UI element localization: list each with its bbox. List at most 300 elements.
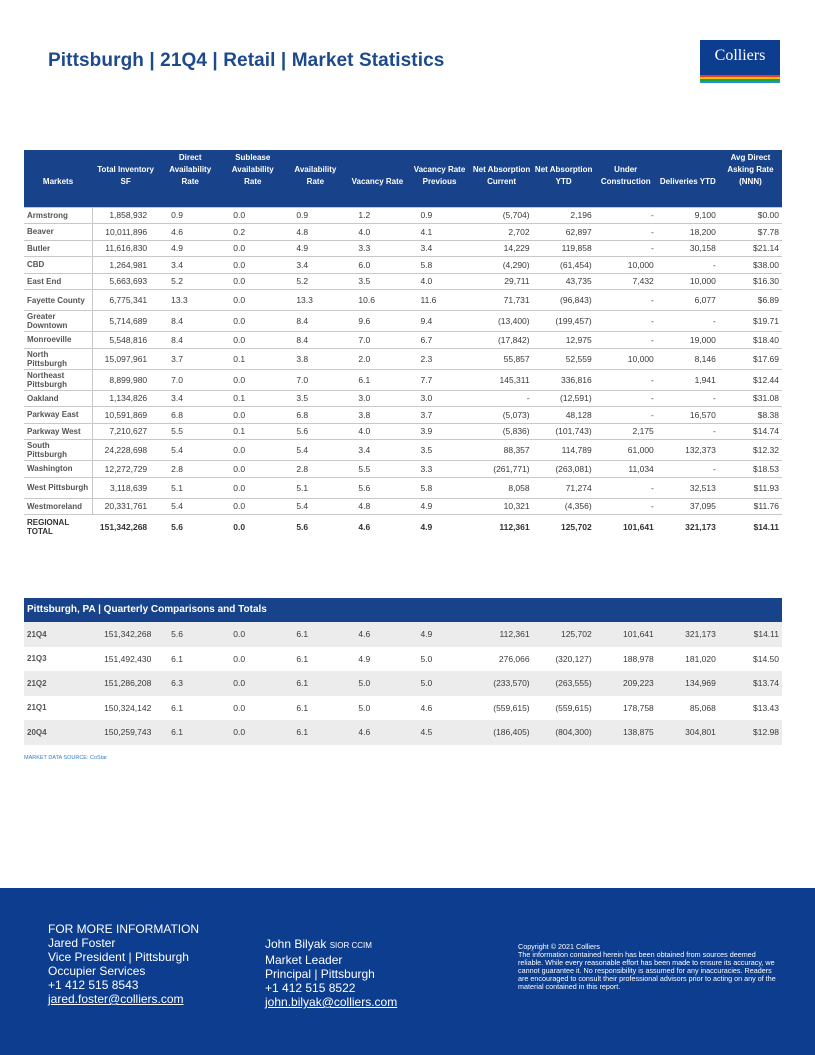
table-cell: (199,457): [533, 311, 595, 332]
row-label: Northeast Pittsburgh: [24, 369, 92, 390]
table-cell: 6,775,341: [92, 290, 159, 311]
table-cell: -: [595, 369, 657, 390]
table-cell: 4.6: [346, 720, 408, 745]
table-cell: -: [657, 257, 719, 274]
contact-phone: +1 412 515 8543: [48, 978, 139, 992]
table-cell: (261,771): [471, 461, 533, 478]
table-cell: $11.76: [719, 498, 782, 515]
table-cell: $12.32: [719, 440, 782, 461]
table-cell: 4.9: [284, 240, 346, 257]
table-cell: 6.1: [284, 622, 346, 647]
table-cell: 4.8: [284, 224, 346, 241]
table-cell: (233,570): [471, 671, 533, 696]
table-cell: 88,357: [471, 440, 533, 461]
table-cell: -: [595, 224, 657, 241]
table-cell: $11.93: [719, 477, 782, 498]
contact-title: Market Leader: [265, 953, 343, 967]
table-cell: 0.0: [233, 702, 246, 713]
row-label: Westmoreland: [24, 498, 92, 515]
table-cell: $14.74: [719, 423, 782, 440]
legal-disclaimer: [518, 943, 776, 991]
table-cell: 5.6: [171, 521, 183, 532]
table-cell: 6.1: [284, 720, 346, 745]
contact-john-bilyak: [265, 937, 397, 1009]
table-cell: 7.0: [159, 369, 221, 390]
table-cell: 13.3: [159, 290, 221, 311]
table-cell: 0.0: [221, 671, 284, 696]
table-cell: (263,081): [533, 461, 595, 478]
table-cell: 3.7: [159, 348, 221, 369]
table-cell: 7,432: [595, 273, 657, 290]
table-row: [24, 440, 782, 461]
row-label: West Pittsburgh: [24, 477, 92, 498]
table-cell: 114,789: [533, 440, 595, 461]
table-row: [24, 273, 782, 290]
table-cell: (559,615): [493, 702, 530, 713]
table-cell: 1,858,932: [92, 207, 159, 224]
table-cell: 4.9: [408, 498, 470, 515]
table-cell: 4.6: [358, 521, 371, 532]
table-cell: 7,210,627: [92, 423, 159, 440]
table-cell: 19,000: [657, 332, 719, 349]
table-cell: 321,173: [685, 521, 716, 532]
column-header: Markets: [24, 150, 92, 192]
table-cell: $19.71: [719, 311, 782, 332]
quarterly-comparison-table: [24, 622, 782, 745]
table-cell: 12,975: [533, 332, 595, 349]
table-cell: 3.8: [346, 407, 408, 424]
table-cell: 4.0: [346, 224, 408, 241]
table-cell: 6.1: [171, 653, 183, 664]
table-cell: -: [595, 290, 657, 311]
footer-heading: FOR MORE INFORMATION: [48, 922, 200, 936]
total-row: [24, 515, 782, 539]
table-cell: 6.8: [284, 407, 346, 424]
table-cell: 6.1: [284, 671, 346, 696]
table-cell: 8,146: [657, 348, 719, 369]
table-row: [24, 477, 782, 498]
contact-name: John Bilyak: [265, 937, 327, 951]
table-cell: 3.4: [284, 257, 346, 274]
table-cell: 0.9: [284, 207, 346, 224]
table-cell: 5.6: [296, 521, 309, 532]
table-cell: -: [595, 477, 657, 498]
table-cell: 125,702: [560, 521, 592, 532]
table-cell: 5.0: [346, 671, 408, 696]
table-cell: 112,361: [471, 622, 533, 647]
table-cell: 5,548,816: [92, 332, 159, 349]
table-cell: 52,559: [533, 348, 595, 369]
table-cell: 5.5: [159, 423, 221, 440]
row-label: Armstrong: [24, 207, 92, 224]
table-cell: 20,331,761: [92, 498, 159, 515]
table-cell: 4.6: [159, 224, 221, 241]
table-cell: $7.78: [719, 224, 782, 241]
column-header: Under Construction: [595, 150, 657, 192]
table-cell: 3.7: [408, 407, 470, 424]
table-cell: 3.8: [284, 348, 346, 369]
table-cell: 276,066: [498, 653, 530, 664]
table-cell: -: [595, 240, 657, 257]
market-statistics-table: [24, 150, 782, 539]
table-cell: 5.6: [284, 423, 346, 440]
column-header: Total Inventory SF: [92, 150, 159, 192]
row-label: Butler: [24, 240, 92, 257]
table-cell: $0.00: [719, 207, 782, 224]
table-cell: 37,095: [657, 498, 719, 515]
column-header: Vacancy Rate Previous: [408, 150, 470, 192]
disclaimer-text: The information contained herein has been obtained from sources deemed reliable. While every reasonable effort has been made to ensure its accuracy, we cannot guarantee it. No responsibility is assumed for any inaccuracies. Readers are encouraged to consult their professional advisors prior to acting on any of the material contained in this report.: [518, 950, 776, 991]
table-cell: 9.6: [346, 311, 408, 332]
table-cell: 15,097,961: [92, 348, 159, 369]
table-cell: 4.9: [408, 622, 470, 647]
table-cell: 43,735: [533, 273, 595, 290]
table-cell: -: [595, 390, 657, 407]
table-cell: 5.5: [346, 461, 408, 478]
table-cell: 3.4: [346, 440, 408, 461]
table-cell: 0.0: [221, 477, 284, 498]
table-cell: 32,513: [657, 477, 719, 498]
table-row: [24, 423, 782, 440]
quarter-label: 21Q1: [27, 703, 47, 713]
table-cell: 7.0: [346, 332, 408, 349]
table-cell: 5.1: [159, 477, 221, 498]
table-cell: 0.1: [221, 390, 284, 407]
table-row: [24, 257, 782, 274]
table-cell: 178,758: [623, 702, 654, 713]
row-label: South Pittsburgh: [24, 440, 92, 461]
table-cell: $21.14: [719, 240, 782, 257]
table-cell: 55,857: [471, 348, 533, 369]
table-row: [24, 290, 782, 311]
column-header: Availability Rate: [284, 150, 346, 192]
table-cell: 10,591,869: [92, 407, 159, 424]
table-cell: 0.0: [221, 498, 284, 515]
table-cell: 4.9: [159, 240, 221, 257]
table-cell: 5.1: [284, 477, 346, 498]
column-header: Vacancy Rate: [346, 150, 408, 192]
table-cell: 12,272,729: [92, 461, 159, 478]
table-cell: $18.53: [719, 461, 782, 478]
table-cell: $6.89: [719, 290, 782, 311]
table-cell: 6.0: [346, 257, 408, 274]
table-cell: -: [595, 207, 657, 224]
table-cell: 5.0: [358, 702, 371, 713]
table-cell: $12.44: [719, 369, 782, 390]
stats-header-row: [24, 150, 782, 192]
contact-phone: +1 412 515 8522: [265, 981, 356, 995]
table-cell: 7.0: [284, 369, 346, 390]
table-cell: $14.50: [753, 653, 779, 664]
contact-email-link[interactable]: jared.foster@colliers.com: [48, 992, 184, 1006]
table-cell: 3.4: [408, 240, 470, 257]
table-cell: 0.1: [221, 423, 284, 440]
table-cell: 14,229: [471, 240, 533, 257]
table-cell: 9,100: [657, 207, 719, 224]
table-cell: $18.40: [719, 332, 782, 349]
table-cell: 71,731: [471, 290, 533, 311]
contact-role: Principal | Pittsburgh: [265, 967, 375, 981]
table-cell: 151,342,268: [92, 622, 159, 647]
table-cell: (4,356): [533, 498, 595, 515]
table-cell: 5.8: [408, 257, 470, 274]
table-cell: (4,290): [471, 257, 533, 274]
table-cell: 0.0: [221, 273, 284, 290]
table-cell: 6.1: [171, 702, 183, 713]
table-cell: 4.0: [408, 273, 470, 290]
table-cell: 336,816: [533, 369, 595, 390]
table-cell: 0.2: [221, 224, 284, 241]
table-cell: 6,077: [657, 290, 719, 311]
column-header: Deliveries YTD: [657, 150, 719, 192]
contact-jared-foster: [48, 922, 199, 1006]
table-cell: 151,492,430: [104, 653, 152, 664]
quarter-row: [24, 720, 782, 745]
table-row: [24, 461, 782, 478]
table-cell: 5.4: [159, 440, 221, 461]
table-cell: 150,324,142: [104, 702, 152, 713]
logo-text: Colliers: [714, 47, 766, 64]
table-cell: 48,128: [533, 407, 595, 424]
table-cell: (186,405): [471, 720, 533, 745]
row-label: Parkway West: [24, 423, 92, 440]
table-cell: 3.9: [408, 423, 470, 440]
table-cell: 151,342,268: [99, 521, 148, 532]
table-cell: 5.4: [284, 498, 346, 515]
contact-title: Vice President | Pittsburgh: [48, 950, 189, 964]
table-cell: 138,875: [595, 720, 657, 745]
row-label: Beaver: [24, 224, 92, 241]
table-cell: -: [657, 390, 719, 407]
table-cell: 0.0: [221, 332, 284, 349]
table-cell: 5.4: [284, 440, 346, 461]
table-cell: 5.0: [408, 671, 470, 696]
table-cell: 4.8: [346, 498, 408, 515]
table-cell: 5.2: [284, 273, 346, 290]
table-cell: 0.0: [221, 461, 284, 478]
quarter-label: 20Q4: [24, 720, 92, 745]
table-cell: 4.9: [358, 653, 371, 664]
table-cell: 3.5: [408, 440, 470, 461]
table-cell: 3.5: [346, 273, 408, 290]
table-cell: 2,702: [471, 224, 533, 241]
table-cell: (13,400): [471, 311, 533, 332]
table-cell: 0.0: [221, 720, 284, 745]
contact-name: Jared Foster: [48, 936, 116, 950]
table-cell: 1,134,826: [92, 390, 159, 407]
table-cell: 150,259,743: [92, 720, 159, 745]
table-cell: 0.0: [221, 622, 284, 647]
table-cell: 125,702: [533, 622, 595, 647]
column-header: Avg Direct Asking Rate (NNN): [719, 150, 782, 192]
logo-bar-blue: [700, 81, 780, 83]
copyright: Copyright © 2021 Colliers: [518, 942, 600, 951]
table-cell: 2.0: [346, 348, 408, 369]
table-cell: 0.0: [221, 311, 284, 332]
table-cell: 4.0: [346, 423, 408, 440]
table-cell: 0.0: [233, 521, 246, 532]
table-cell: 8.4: [284, 311, 346, 332]
table-row: [24, 390, 782, 407]
table-cell: 8,899,980: [92, 369, 159, 390]
table-cell: 0.0: [221, 407, 284, 424]
table-cell: 112,361: [499, 521, 530, 532]
table-cell: 6.8: [159, 407, 221, 424]
table-row: [24, 407, 782, 424]
column-header: Net Absorption YTD: [533, 150, 595, 192]
table-cell: -: [657, 423, 719, 440]
table-cell: 0.0: [221, 440, 284, 461]
table-cell: 209,223: [595, 671, 657, 696]
table-cell: 4.9: [420, 521, 433, 532]
quarter-label: 21Q3: [27, 654, 47, 664]
table-cell: (263,555): [533, 671, 595, 696]
table-row: [24, 498, 782, 515]
table-cell: 145,311: [471, 369, 533, 390]
table-cell: -: [595, 498, 657, 515]
table-cell: 8.4: [284, 332, 346, 349]
table-cell: 6.1: [346, 369, 408, 390]
row-label: Washington: [24, 461, 92, 478]
table-cell: 10.6: [346, 290, 408, 311]
contact-credentials: SIOR CCIM: [329, 941, 372, 950]
table-cell: 6.7: [408, 332, 470, 349]
table-cell: 0.9: [159, 207, 221, 224]
table-cell: 5.0: [420, 653, 433, 664]
quarter-label: 21Q4: [24, 622, 92, 647]
table-cell: 321,173: [657, 622, 719, 647]
table-cell: 0.0: [221, 290, 284, 311]
table-cell: (5,073): [471, 407, 533, 424]
table-cell: 8.4: [159, 311, 221, 332]
table-cell: 4.1: [408, 224, 470, 241]
table-cell: 1,941: [657, 369, 719, 390]
table-cell: 85,068: [689, 702, 716, 713]
table-cell: 2.8: [159, 461, 221, 478]
table-cell: -: [657, 311, 719, 332]
table-cell: 18,200: [657, 224, 719, 241]
table-cell: -: [595, 311, 657, 332]
table-cell: 188,978: [623, 653, 654, 664]
table-cell: 0.0: [221, 369, 284, 390]
table-cell: -: [595, 407, 657, 424]
quarter-row: [24, 647, 782, 672]
table-cell: 4.6: [346, 622, 408, 647]
table-cell: 61,000: [595, 440, 657, 461]
table-cell: 304,801: [657, 720, 719, 745]
contact-email-link[interactable]: john.bilyak@colliers.com: [265, 995, 398, 1009]
table-cell: 10,000: [595, 257, 657, 274]
table-cell: 29,711: [471, 273, 533, 290]
table-cell: 10,011,896: [92, 224, 159, 241]
table-cell: (320,127): [555, 653, 592, 664]
table-cell: 3.3: [346, 240, 408, 257]
table-row: [24, 207, 782, 224]
table-row: [24, 311, 782, 332]
table-cell: 3.5: [284, 390, 346, 407]
row-label: Oakland: [24, 390, 92, 407]
table-cell: 6.1: [296, 702, 309, 713]
table-cell: $17.69: [719, 348, 782, 369]
quarter-label: 21Q2: [24, 671, 92, 696]
table-cell: (12,591): [533, 390, 595, 407]
table-cell: (5,704): [471, 207, 533, 224]
table-cell: -: [471, 390, 533, 407]
row-label: North Pittsburgh: [24, 348, 92, 369]
table-cell: 3.0: [408, 390, 470, 407]
table-cell: 11.6: [408, 290, 470, 311]
table-cell: $31.08: [719, 390, 782, 407]
table-cell: 0.0: [221, 257, 284, 274]
table-cell: 5,714,689: [92, 311, 159, 332]
table-cell: 134,969: [657, 671, 719, 696]
table-cell: 8,058: [471, 477, 533, 498]
table-cell: 2,196: [533, 207, 595, 224]
header-spacer-row: [24, 192, 782, 207]
table-cell: 119,858: [533, 240, 595, 257]
colliers-logo[interactable]: [700, 40, 780, 83]
column-header: Direct Availability Rate: [159, 150, 221, 192]
column-header: Sublease Availability Rate: [221, 150, 284, 192]
page-title: Pittsburgh | 21Q4 | Retail | Market Statistics: [48, 50, 445, 71]
table-cell: (101,743): [533, 423, 595, 440]
footer: [0, 888, 815, 1055]
table-cell: 5.8: [408, 477, 470, 498]
table-cell: 151,286,208: [92, 671, 159, 696]
table-cell: 181,020: [685, 653, 716, 664]
table-cell: 8.4: [159, 332, 221, 349]
quarterly-table-title: Pittsburgh, PA | Quarterly Comparisons and Totals: [24, 598, 782, 622]
table-cell: 4.6: [420, 702, 433, 713]
table-cell: 4.5: [408, 720, 470, 745]
table-cell: (61,454): [533, 257, 595, 274]
table-cell: 0.9: [408, 207, 470, 224]
table-cell: 1.2: [346, 207, 408, 224]
row-label: Monroeville: [24, 332, 92, 349]
table-cell: 0.0: [233, 653, 246, 664]
table-cell: 5.2: [159, 273, 221, 290]
table-cell: -: [595, 332, 657, 349]
table-row: [24, 224, 782, 241]
table-cell: 0.0: [221, 240, 284, 257]
table-cell: $16.30: [719, 273, 782, 290]
table-cell: 30,158: [657, 240, 719, 257]
table-cell: (559,615): [555, 702, 592, 713]
table-cell: 3.3: [408, 461, 470, 478]
table-cell: $13.43: [753, 702, 779, 713]
row-label: Greater Downtown: [24, 311, 92, 332]
table-cell: 5.6: [346, 477, 408, 498]
table-cell: (17,842): [471, 332, 533, 349]
table-row: [24, 332, 782, 349]
table-cell: 1,264,981: [92, 257, 159, 274]
table-cell: 3.4: [159, 257, 221, 274]
table-cell: 6.1: [296, 653, 309, 664]
table-cell: 2.3: [408, 348, 470, 369]
contact-department: Occupier Services: [48, 964, 146, 978]
table-cell: 13.3: [284, 290, 346, 311]
table-cell: -: [657, 461, 719, 478]
table-cell: 132,373: [657, 440, 719, 461]
table-cell: 2.8: [284, 461, 346, 478]
table-cell: 7.7: [408, 369, 470, 390]
table-cell: (5,836): [471, 423, 533, 440]
row-label: East End: [24, 273, 92, 290]
table-cell: $13.74: [719, 671, 782, 696]
table-cell: 0.0: [221, 207, 284, 224]
table-cell: 71,274: [533, 477, 595, 498]
table-cell: 6.3: [159, 671, 221, 696]
